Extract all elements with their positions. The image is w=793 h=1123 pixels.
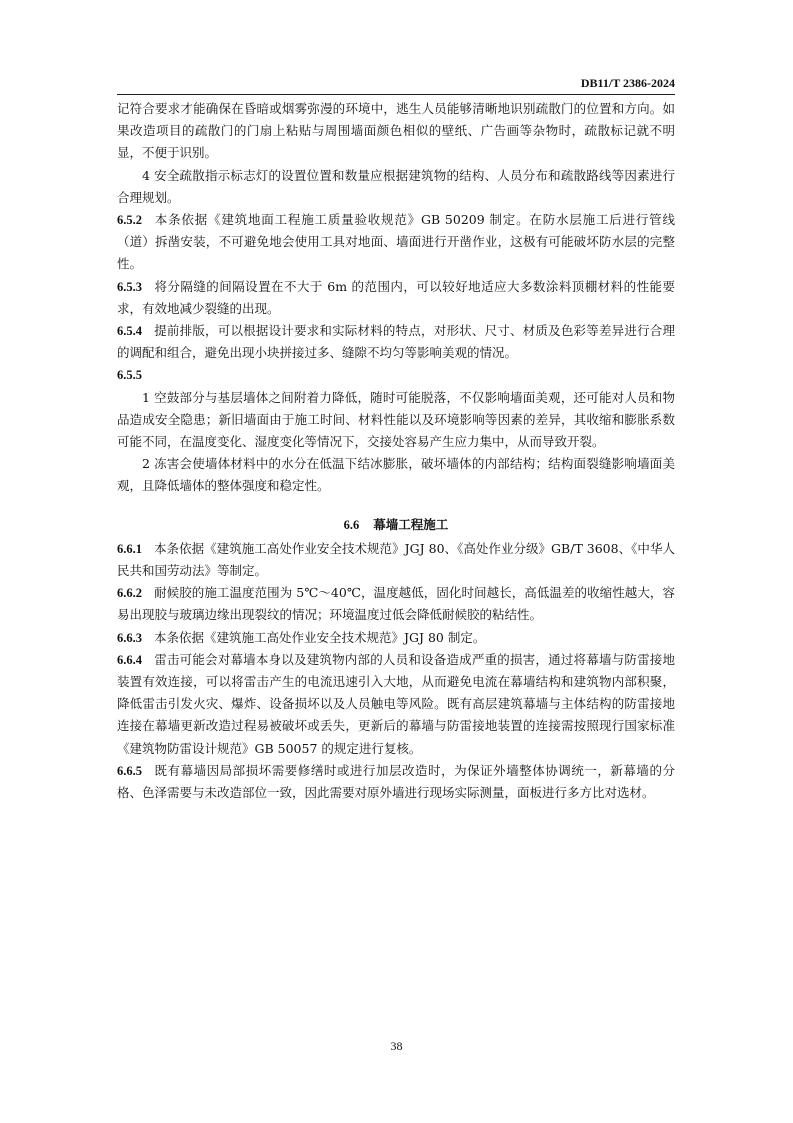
clause-text: 将分隔缝的间隔设置在不大于 6m 的范围内，可以较好地适应大多数涂料顶棚材料的性能要求，有效地减少裂缝的出现。 [117, 278, 675, 316]
continued-paragraph: 记符合要求才能确保在昏暗或烟雾弥漫的环境中，逃生人员能够清晰地识别疏散门的位置和方向。如果改造项目的疏散门的门扇上粘贴与周围墙面颜色相似的壁纸、广告画等杂物时，疏散标记就不明显，不便于识别。 [117, 101, 675, 161]
clause-6-6-4 [117, 649, 675, 760]
clause-number: 6.5.3 [117, 279, 142, 294]
clause-number: 6.6.4 [117, 652, 142, 667]
header-rule [117, 94, 675, 95]
clause-number: 6.5.2 [117, 213, 142, 228]
clause-text: 本条依据《建筑地面工程施工质量验收规范》GB 50209 制定。在防水层施工后进行管线（道）拆凿安装，不可避免地会使用工具对地面、墙面进行开凿作业，这极有可能破坏防水层的完整性。 [117, 212, 675, 272]
document-code-header: DB11/T 2386-2024 [580, 76, 675, 90]
list-item-2: 2 冻害会使墙体材料中的水分在低温下结冰膨胀，破坏墙体的内部结构；结构面裂缝影响墙面美观，且降低墙体的整体强度和稳定性。 [117, 456, 675, 494]
list-item-4: 4 安全疏散指示标志灯的设置位置和数量应根据建筑物的结构、人员分布和疏散路线等因素进行合理规划。 [117, 167, 675, 205]
clause-6-6-5 [117, 760, 675, 804]
clause-number: 6.6.2 [117, 586, 142, 601]
clause-number: 6.6.1 [117, 541, 142, 556]
clause-text: 耐候胶的施工温度范围为 5℃～40℃，温度越低，固化时间越长，高低温差的收缩性越大，容易出现胶与玻璃边缘出现裂纹的情况；环境温度过低会降低耐候胶的粘结性。 [117, 585, 675, 623]
section-title [117, 514, 675, 536]
clause-6-5-4 [117, 320, 675, 364]
clause-6-6-3 [117, 627, 675, 649]
clause-text: 既有幕墙因局部损坏需要修缮时或进行加层改造时，为保证外墙整体协调统一，新幕墙的分格、色泽需要与未改造部位一致，因此需要对原外墙进行现场实际测量，面板进行多方比对选材。 [117, 762, 675, 801]
clause-text: 提前排版，可以根据设计要求和实际材料的特点，对形状、尺寸、材质及色彩等差异进行合理的调配和组合，避免出现小块拼接过多、缝隙不均匀等影响美观的情况。 [117, 323, 675, 361]
page-body [117, 98, 675, 804]
clause-number: 6.5.5 [117, 368, 142, 383]
clause-6-5-2 [117, 209, 675, 276]
clause-6-6-2 [117, 582, 675, 626]
clause-6-6-1 [117, 538, 675, 582]
clause-number: 6.6.5 [117, 763, 142, 778]
clause-6-5-5 [117, 364, 675, 386]
clause-text: 雷击可能会对幕墙本身以及建筑物内部的人员和设备造成严重的损害，通过将幕墙与防雷接地装置有效连接，可以将雷击产生的电流迅速引入大地，从而避免电流在幕墙结构和建筑物内部积聚，降低雷击引发火灾、爆炸、设备损坏以及人员触电等风险。既有高层建筑幕墙与主体结构的防雷接地连接在幕墙更新改造过程易被破坏或丢失，更新后的幕墙与防雷接地装置的连接需按照现行国家标准《建筑物防雷设计规范》GB 50057 的规定进行复核。 [117, 651, 675, 756]
section-number: 6.6 [343, 517, 360, 532]
clause-text: 本条依据《建筑施工高处作业安全技术规范》JGJ 80、《高处作业分级》GB/T 3608、《中华人民共和国劳动法》等制定。 [117, 540, 675, 579]
list-item-1: 1 空鼓部分与基层墙体之间附着力降低，随时可能脱落，不仅影响墙面美观，还可能对人员和物品造成安全隐患；新旧墙面由于施工时间、材料性能以及环境影响等因素的差异，其收缩和膨胀系数可能不同，在温度变化、湿度变化等情况下，交接处容易产生应力集中，从而导致开裂。 [117, 389, 675, 450]
clause-number: 6.5.4 [117, 324, 142, 339]
clause-6-5-3 [117, 276, 675, 320]
clause-number: 6.6.3 [117, 630, 142, 645]
clause-text: 本条依据《建筑施工高处作业安全技术规范》JGJ 80 制定。 [154, 629, 486, 645]
page-number: 38 [390, 1039, 403, 1053]
section-heading: 幕墙工程施工 [373, 516, 449, 532]
